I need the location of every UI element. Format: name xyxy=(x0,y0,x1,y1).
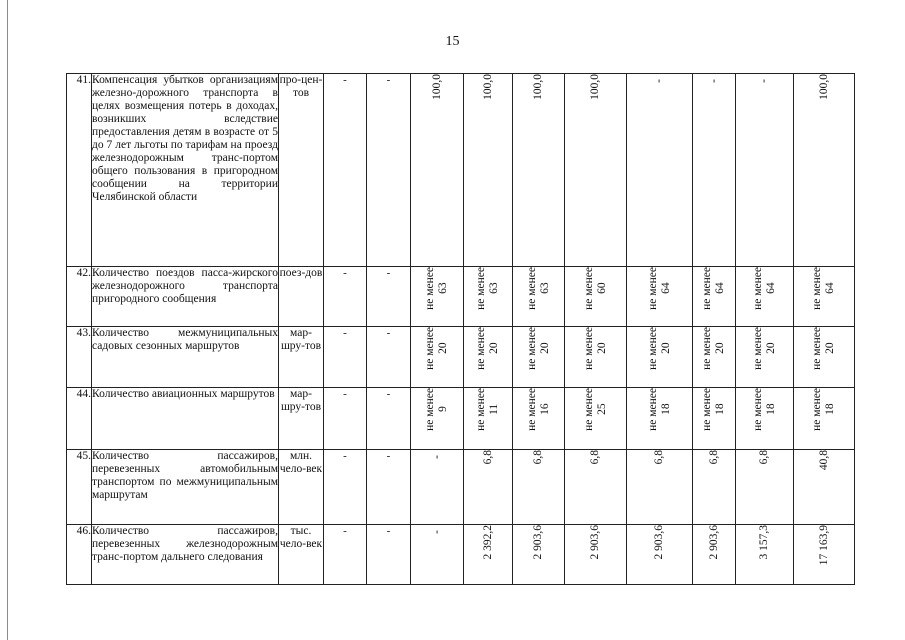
year-value-cell-text: - xyxy=(430,530,443,534)
year-value-cell-text: 2 903,6 xyxy=(589,525,601,560)
year-value-cell xyxy=(794,525,855,585)
table-row xyxy=(67,525,855,585)
empty-cell xyxy=(367,525,411,585)
empty-cell xyxy=(324,74,367,267)
empty-cell xyxy=(367,267,411,327)
year-value-cell-text: не менее 25 xyxy=(582,388,608,431)
year-value-cell xyxy=(565,388,627,450)
year-value-cell xyxy=(565,450,627,525)
year-value-cell xyxy=(464,327,513,388)
year-value-cell-text: 2 903,6 xyxy=(707,525,720,560)
year-value-cell xyxy=(411,327,464,388)
empty-cell-text: - xyxy=(386,450,391,462)
indicator-name: Количество пассажиров, перевезенных автомобильным транспортом по межмуниципальным маршрутам xyxy=(92,450,279,525)
indicator-name: Количество авиационных маршрутов xyxy=(92,388,279,450)
year-value-cell-text: 2 903,6 xyxy=(532,525,544,560)
year-value-cell xyxy=(693,450,736,525)
year-value-cell-text: не менее 20 xyxy=(646,327,672,370)
year-value-cell xyxy=(464,267,513,327)
row-number: 45. xyxy=(67,450,92,525)
year-value-cell xyxy=(565,327,627,388)
year-value-cell xyxy=(627,327,693,388)
year-value-cell xyxy=(627,267,693,327)
year-value-cell xyxy=(513,74,565,267)
empty-cell-text: - xyxy=(343,525,347,537)
indicator-name: Компенсация убытков организациям железно-дорожного транспорта в целях возмещения потерь в доходах, возникших вследствие предоставления детям в возрасте от 5 до 7 лет льготы по тарифам на проезд железнодорожным транс-портом общего пользования в пригородном сообщении на территории Челябинской области xyxy=(92,74,279,267)
year-value-cell-text: не менее 63 xyxy=(424,267,449,310)
page-number: 15 xyxy=(445,34,460,49)
empty-cell-text: - xyxy=(386,74,391,86)
unit-cell: тыс. чело-век xyxy=(279,525,324,585)
table-row xyxy=(67,450,855,525)
year-value-cell-text: - xyxy=(758,79,770,83)
empty-cell-text: - xyxy=(343,388,347,400)
year-value-cell xyxy=(736,450,794,525)
table-row xyxy=(67,388,855,450)
year-value-cell-text: 2 392,2 xyxy=(481,525,494,560)
year-value-cell xyxy=(464,450,513,525)
indicator-name: Количество межмуниципальных садовых сезонных маршрутов xyxy=(92,327,279,388)
year-value-cell-text: - xyxy=(707,79,720,83)
year-value-cell xyxy=(794,327,855,388)
year-value-cell xyxy=(565,74,627,267)
empty-cell xyxy=(367,450,411,525)
unit-cell: про-цен-тов xyxy=(279,74,324,267)
empty-cell-text: - xyxy=(343,327,347,339)
empty-cell-text: - xyxy=(386,267,391,279)
empty-cell-text: - xyxy=(386,327,391,339)
year-value-cell-text: - xyxy=(653,79,665,83)
year-value-cell xyxy=(693,267,736,327)
year-value-cell xyxy=(513,450,565,525)
empty-cell xyxy=(324,450,367,525)
empty-cell-text: - xyxy=(343,267,347,279)
year-value-cell xyxy=(411,525,464,585)
year-value-cell xyxy=(736,525,794,585)
year-value-cell-text: 100,0 xyxy=(589,74,601,100)
year-value-cell-text: не менее 11 xyxy=(475,388,500,431)
year-value-cell xyxy=(464,74,513,267)
year-value-cell xyxy=(464,388,513,450)
year-value-cell-text: не менее 9 xyxy=(424,388,449,431)
year-value-cell-text: 100,0 xyxy=(532,74,544,100)
table-row xyxy=(67,327,855,388)
table-row xyxy=(67,267,855,327)
year-value-cell-text: не менее 18 xyxy=(751,388,777,431)
year-value-cell-text: не менее 60 xyxy=(582,267,608,310)
empty-cell xyxy=(324,327,367,388)
empty-cell xyxy=(367,388,411,450)
year-value-cell xyxy=(411,267,464,327)
year-value-cell xyxy=(627,525,693,585)
unit-cell: мар-шру-тов xyxy=(279,327,324,388)
year-value-cell-text: не менее 18 xyxy=(701,388,726,431)
year-value-cell-text: не менее 63 xyxy=(475,267,500,310)
year-value-cell-text: 3 157,3 xyxy=(758,525,770,560)
year-value-cell-text: 6,8 xyxy=(481,450,494,465)
year-value-cell xyxy=(411,450,464,525)
year-value-cell xyxy=(627,74,693,267)
year-value-cell xyxy=(794,450,855,525)
unit-cell: поез-дов xyxy=(279,267,324,327)
year-value-cell-text: не менее 20 xyxy=(475,327,500,370)
year-value-cell-text: 6,8 xyxy=(707,450,720,465)
indicator-name: Количество пассажиров, перевезенных железнодорожным транс-портом дальнего следования xyxy=(92,525,279,585)
year-value-cell-text: не менее 64 xyxy=(701,267,726,310)
year-value-cell xyxy=(736,388,794,450)
year-value-cell-text: не менее 20 xyxy=(701,327,726,370)
indicator-name: Количество поездов пасса-жирского железнодорожного транспорта пригородного сообщения xyxy=(92,267,279,327)
year-value-cell-text: 100,0 xyxy=(481,74,494,100)
year-value-cell-text: 6,8 xyxy=(589,450,601,465)
year-value-cell-text: 2 903,6 xyxy=(653,525,665,560)
year-value-cell-text: не менее 16 xyxy=(525,388,551,431)
year-value-cell-text: не менее 20 xyxy=(424,327,449,370)
empty-cell-text: - xyxy=(343,450,347,462)
year-value-cell xyxy=(411,74,464,267)
unit-cell: мар-шру-тов xyxy=(279,388,324,450)
empty-cell xyxy=(367,327,411,388)
year-value-cell xyxy=(565,267,627,327)
year-value-cell xyxy=(513,388,565,450)
year-value-cell-text: не менее 64 xyxy=(751,267,777,310)
year-value-cell xyxy=(627,450,693,525)
year-value-cell-text: 6,8 xyxy=(758,450,770,465)
empty-cell-text: - xyxy=(343,74,347,86)
empty-cell xyxy=(324,525,367,585)
year-value-cell-text: не менее 20 xyxy=(582,327,608,370)
year-value-cell xyxy=(464,525,513,585)
year-value-cell xyxy=(693,525,736,585)
year-value-cell xyxy=(693,388,736,450)
year-value-cell-text: 100,0 xyxy=(817,74,830,100)
row-number: 44. xyxy=(67,388,92,450)
year-value-cell xyxy=(627,388,693,450)
year-value-cell-text: - xyxy=(430,455,443,459)
year-value-cell xyxy=(736,267,794,327)
year-value-cell xyxy=(513,267,565,327)
year-value-cell-text: не менее 20 xyxy=(525,327,551,370)
year-value-cell-text: не менее 20 xyxy=(751,327,777,370)
year-value-cell-text: не менее 18 xyxy=(646,388,672,431)
year-value-cell xyxy=(794,267,855,327)
year-value-cell xyxy=(565,525,627,585)
unit-cell: млн. чело-век xyxy=(279,450,324,525)
year-value-cell-text: 17 163,9 xyxy=(817,525,830,566)
table-row xyxy=(67,74,855,267)
year-value-cell-text: не менее 18 xyxy=(811,388,836,431)
empty-cell-text: - xyxy=(386,525,391,537)
year-value-cell xyxy=(513,525,565,585)
year-value-cell xyxy=(693,74,736,267)
year-value-cell-text: 40,8 xyxy=(817,450,830,471)
year-value-cell-text: не менее 20 xyxy=(811,327,836,370)
empty-cell xyxy=(324,388,367,450)
row-number: 46. xyxy=(67,525,92,585)
row-number: 42. xyxy=(67,267,92,327)
year-value-cell xyxy=(693,327,736,388)
empty-cell xyxy=(367,74,411,267)
year-value-cell-text: 100,0 xyxy=(430,74,443,100)
year-value-cell xyxy=(794,388,855,450)
empty-cell xyxy=(324,267,367,327)
year-value-cell xyxy=(736,74,794,267)
year-value-cell-text: 6,8 xyxy=(653,450,665,465)
page-edge-line xyxy=(7,0,8,640)
year-value-cell-text: не менее 64 xyxy=(811,267,836,310)
year-value-cell xyxy=(794,74,855,267)
year-value-cell-text: не менее 64 xyxy=(646,267,672,310)
year-value-cell xyxy=(736,327,794,388)
indicator-table xyxy=(66,73,855,585)
year-value-cell-text: 6,8 xyxy=(532,450,544,465)
empty-cell-text: - xyxy=(386,388,391,400)
year-value-cell xyxy=(513,327,565,388)
row-number: 41. xyxy=(67,74,92,267)
row-number: 43. xyxy=(67,327,92,388)
year-value-cell-text: не менее 63 xyxy=(525,267,551,310)
year-value-cell xyxy=(411,388,464,450)
